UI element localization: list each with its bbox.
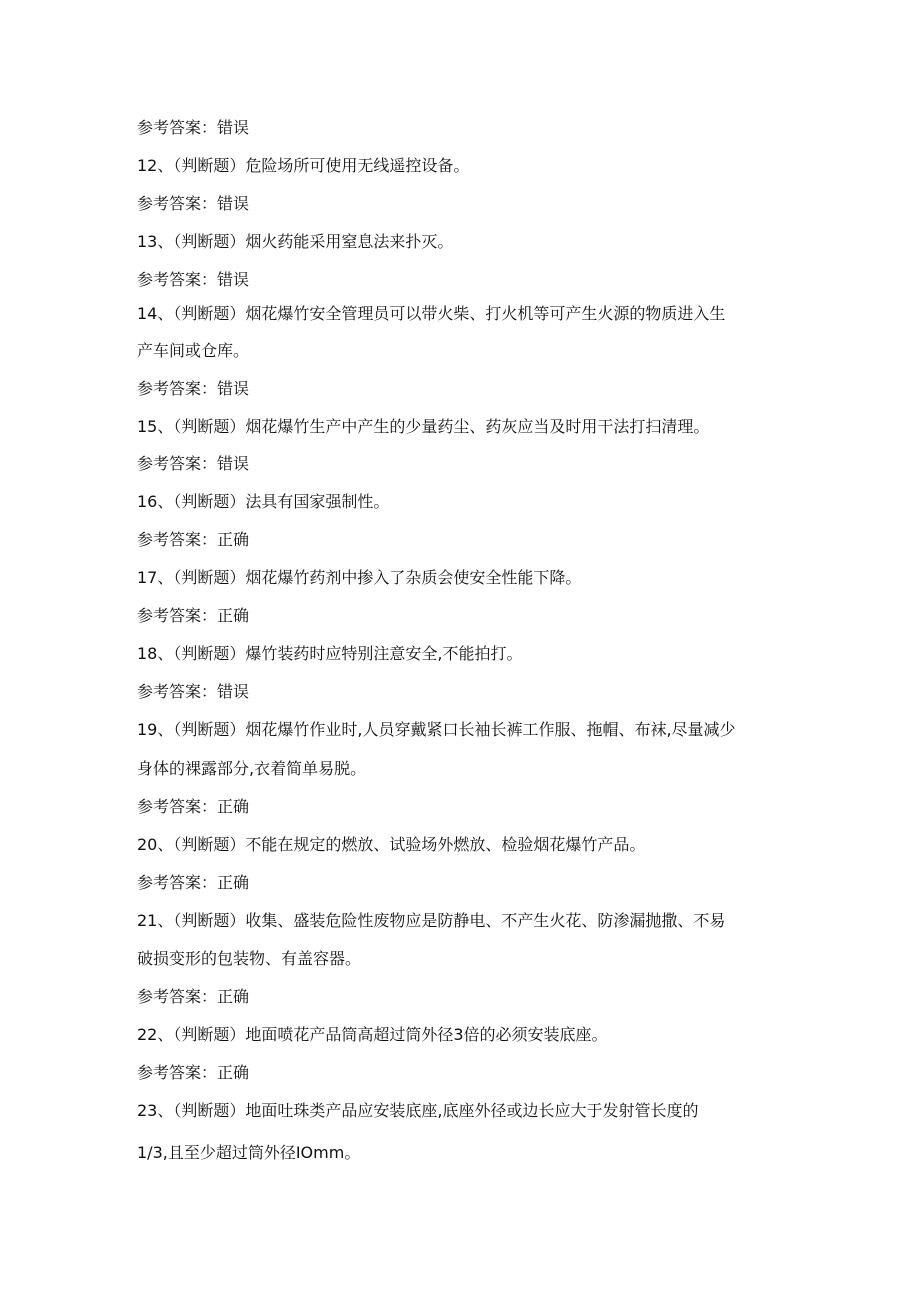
question-line-continued: 身体的裸露部分,衣着简单易脱。 (137, 759, 367, 778)
question-line: 22、（判断题）地面喷花产品筒高超过筒外径3倍的必须安装底座。 (137, 1025, 608, 1044)
answer-line: 参考答案：错误 (137, 682, 250, 701)
question-line: 12、（判断题）危险场所可使用无线遥控设备。 (137, 156, 470, 175)
answer-line: 参考答案：错误 (137, 118, 250, 137)
answer-line: 参考答案：正确 (137, 987, 250, 1006)
question-line: 17、（判断题）烟花爆竹药剂中掺入了杂质会使安全性能下降。 (137, 568, 582, 587)
answer-line: 参考答案：正确 (137, 797, 250, 816)
answer-line: 参考答案：错误 (137, 454, 250, 473)
question-line: 13、（判断题）烟火药能采用窒息法来扑灭。 (137, 232, 454, 251)
answer-line: 参考答案：错误 (137, 194, 250, 213)
question-line: 20、（判断题）不能在规定的燃放、试验场外燃放、检验烟花爆竹产品。 (137, 835, 646, 854)
answer-line: 参考答案：错误 (137, 270, 250, 289)
question-line: 21、（判断题）收集、盛装危险性废物应是防静电、不产生火花、防渗漏抛撒、不易 (137, 911, 726, 930)
answer-line: 参考答案：正确 (137, 530, 250, 549)
question-line: 15、（判断题）烟花爆竹生产中产生的少量药尘、药灰应当及时用干法打扫清理。 (137, 417, 710, 436)
question-line: 14、（判断题）烟花爆竹安全管理员可以带火柴、打火机等可产生火源的物质进入生 (137, 304, 726, 323)
answer-line: 参考答案：正确 (137, 873, 250, 892)
question-line-continued: 破损变形的包装物、有盖容器。 (137, 949, 362, 968)
question-line-continued: 1/3,且至少超过筒外径IOmm。 (137, 1143, 361, 1162)
question-line: 16、（判断题）法具有国家强制性。 (137, 492, 390, 511)
question-line: 19、（判断题）烟花爆竹作业时,人员穿戴紧口长袖长裤工作服、拖帽、布袜,尽量减少 (137, 720, 736, 739)
answer-line: 参考答案：正确 (137, 1063, 250, 1082)
question-line: 18、（判断题）爆竹装药时应特别注意安全,不能拍打。 (137, 644, 523, 663)
question-line: 23、（判断题）地面吐珠类产品应安装底座,底座外径或边长应大于发射管长度的 (137, 1101, 699, 1120)
question-line-continued: 产车间或仓库。 (137, 341, 250, 360)
answer-line: 参考答案：正确 (137, 606, 250, 625)
answer-line: 参考答案：错误 (137, 379, 250, 398)
